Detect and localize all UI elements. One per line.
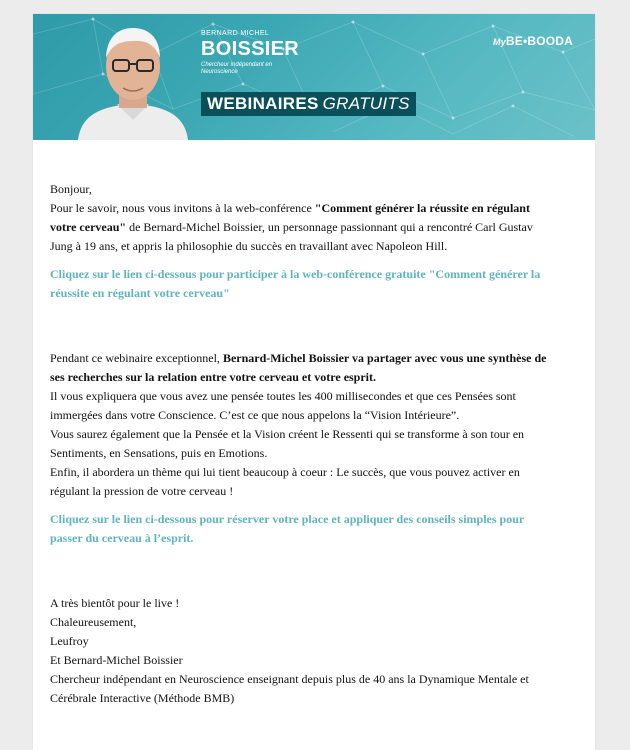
closing-line-5: Chercheur indépendant en Neuroscience enseignant depuis plus de 40 ans la Dynamique Mentale et Cérébrale Interactive (Méthode BMB): [50, 672, 529, 705]
reserve-place-link[interactable]: Cliquez sur le lien ci-dessous pour réserver votre place et appliquer des conseils simples pour passer du cerveau à l’esprit.: [50, 512, 524, 545]
intro-pre: Pour le savoir, nous vous invitons à la web-conférence: [50, 201, 315, 215]
intro-title: "Comment générer la réussite en régulant votre cerveau": [50, 201, 530, 234]
webinar-description: [50, 349, 556, 387]
closing-line-3: Leufroy: [50, 634, 89, 648]
description-line-2: Il vous expliquera que vous avez une pensée toutes les 400 millisecondes et que ces Pensées sont immergées dans votre Conscience. C’est ce que nous appelons la “Vision Intérieure”.: [50, 389, 516, 422]
description-bold: Bernard-Michel Boissier va partager avec vous une synthèse de ses recherches sur la relation entre votre cerveau et votre esprit.: [50, 351, 547, 384]
description-line-3: Vous saurez également que la Pensée et la Vision créent le Ressenti qui se transforme à son tour en Sentiments, en Sensations, puis en Emotions.: [50, 427, 525, 460]
intro-paragraph: [50, 199, 556, 256]
webinar-title-italic: GRATUITS: [322, 94, 410, 113]
webinar-title-bold: WEBINAIRES: [207, 94, 319, 113]
intro-post: de Bernard-Michel Boissier, un personnage passionnant qui a rencontré Carl Gustav Jung à 19 ans, et appris la philosophie du succès en travaillant avec Napoleon Hill.: [50, 220, 533, 253]
description-line-4: Enfin, il abordera un thème qui lui tient beaucoup à coeur : Le succès, que vous pouvez activer en régulant la pression de votre cerveau !: [50, 465, 520, 498]
logo-main: BE•BOODA: [505, 34, 574, 48]
bebooda-logo: [493, 34, 573, 48]
closing-line-4: Et Bernard-Michel Boissier: [50, 653, 183, 667]
portrait-image: [73, 14, 193, 140]
description-pre: Pendant ce webinaire exceptionnel,: [50, 351, 223, 365]
author-last-name: BOISSIER: [201, 38, 299, 60]
closing-line-1: A très bientôt pour le live !: [50, 596, 180, 610]
webinar-title-box: [201, 92, 416, 116]
closing-line-2: Chaleureusement,: [50, 615, 137, 629]
webconference-link-1[interactable]: Cliquez sur le lien ci-dessous pour participer à la web-conférence gratuite "Comment générer la réussite en régulant votre cerveau": [50, 267, 541, 300]
header-banner: [33, 14, 595, 140]
email-card: [33, 14, 595, 750]
logo-my: My: [493, 37, 506, 47]
author-tagline: Chercheur indépendant en Neuroscience: [201, 62, 273, 75]
email-body: [50, 180, 556, 708]
greeting-text: Bonjour,: [50, 182, 92, 196]
author-first-name: BERNARD MICHEL: [201, 30, 270, 37]
